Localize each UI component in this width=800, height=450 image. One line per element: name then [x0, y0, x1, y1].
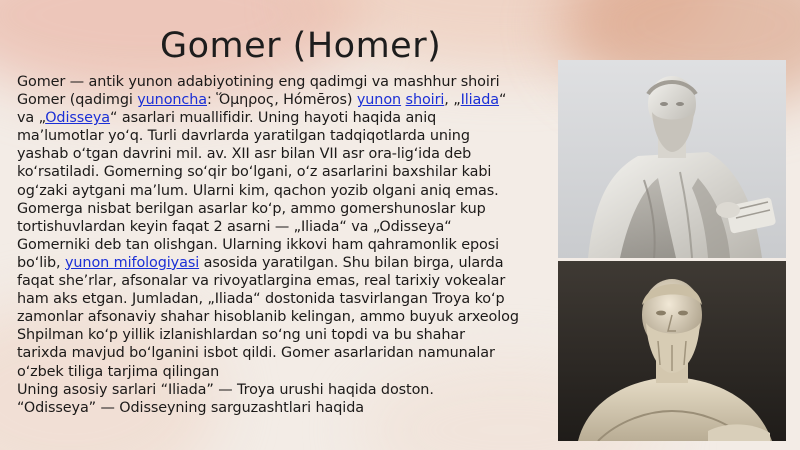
text-line: Shpilman koʻp yillik izlanishlardan soʻng uni topdi va bu shahar [17, 327, 465, 344]
link-odisseya[interactable]: Odisseya [45, 110, 111, 127]
link-yunoncha[interactable]: yunoncha [137, 92, 207, 109]
bust-illustration [558, 261, 786, 441]
text-line: oʻzbek tiliga tarjima qilingan [17, 363, 220, 380]
homer-bust-image [558, 261, 786, 441]
text-line: yashab oʻtgan davrini mil. av. XII asr bilan VII asr ora-ligʻida deb [17, 146, 472, 163]
text-line: Gomerniki deb tan olishgan. Ularning ikkovi ham qahramonlik eposi [17, 236, 499, 253]
text-fragment: va „ [17, 110, 46, 127]
text-line: tortishuvlardan keyin faqat 2 asarni — „Iliada“ va „Odisseya“ [17, 218, 452, 235]
text-line: “Odisseya” — Odisseyning sarguzashtlari haqida [17, 399, 364, 416]
link-yunon-mifologiyasi[interactable]: yunon mifologiyasi [65, 254, 200, 271]
text-line [17, 254, 557, 272]
text-fragment: Gomer (qadimgi [17, 92, 138, 109]
link-iliada[interactable]: Iliada [460, 92, 500, 109]
homer-statue-seated-image [558, 60, 786, 258]
text-line: Uning asosiy sarlari “Iliada” — Troya urushi haqida doston. [17, 381, 434, 398]
text-line: ma’lumotlar yoʻq. Turli davrlarda yaratilgan tadqiqotlarda uning [17, 128, 470, 145]
link-yunon[interactable]: yunon [356, 92, 402, 109]
text-fragment: boʻlib, [17, 254, 65, 271]
text-line: ham aks etgan. Jumladan, „Iliada“ dostonida tasvirlangan Troya koʻp [17, 291, 505, 308]
text-line: Gomerga nisbat berilgan asarlar koʻp, ammo gomershunoslar kup [17, 200, 486, 217]
text-fragment: : Ὅμηρος, Hómēros) [206, 92, 357, 109]
text-line: Gomer — antik yunon adabiyotining eng qadimgi va mashhur shoiri [17, 74, 500, 90]
body-paragraph [17, 73, 557, 417]
text-line [17, 91, 557, 109]
text-line: koʻrsatiladi. Gomerning soʻqir boʻlgani, oʻz asarlarini baxshilar kabi [17, 164, 492, 181]
link-shoiri[interactable]: shoiri [405, 92, 445, 109]
slide-title: Gomer (Homer) [160, 26, 442, 66]
statue-illustration [558, 60, 786, 258]
text-line: ogʻzaki aytgani ma’lum. Ularni kim, qachon yozib olgani aniq emas. [17, 182, 499, 199]
text-line: tarixda mavjud boʻlganini isbot qildi. Gomer asarlaridan namunalar [17, 345, 495, 362]
text-line: zamonlar afsonaviy shahar hisoblanib kelingan, ammo buyuk arxeolog [17, 309, 519, 326]
text-fragment: “ [499, 92, 507, 109]
text-fragment: , „ [444, 92, 461, 109]
text-line: faqat she’rlar, afsonalar va rivoyatlargina emas, real tarixiy vokealar [17, 273, 506, 290]
text-fragment: asosida yaratilgan. Shu bilan birga, ularda [199, 254, 504, 271]
text-line [17, 109, 557, 127]
text-fragment: “ asarlari muallifidir. Uning hayoti haqida aniq [110, 110, 437, 127]
